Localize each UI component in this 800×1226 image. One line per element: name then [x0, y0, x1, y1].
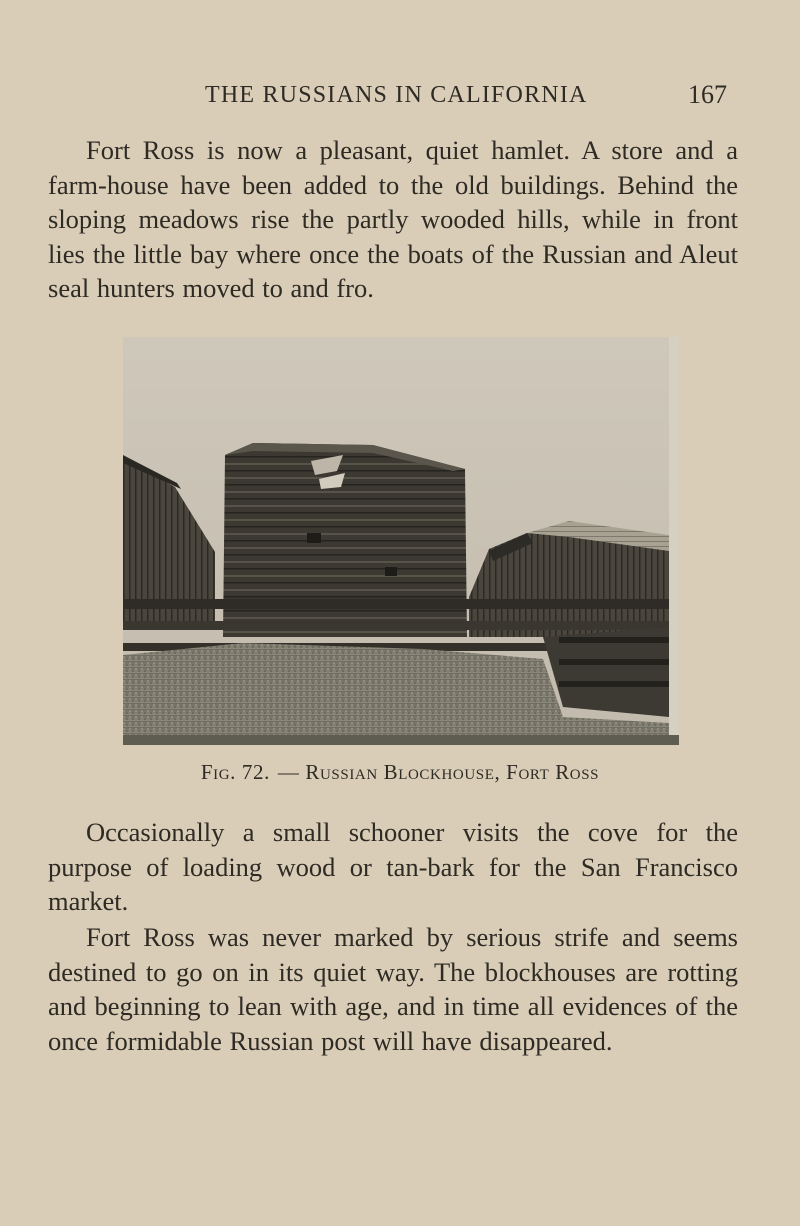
running-head-title: THE RUSSIANS IN CALIFORNIA — [205, 82, 588, 108]
paragraph-fort-ross-hamlet: Fort Ross is now a pleasant, quiet hamlet. A store and a farm-house have been added to the old buildings. Behind the sloping meadows rise the partly wooded hills, while in front lies the little bay where once the boats of the Russian and Aleut seal hunters moved to and fro. — [48, 135, 738, 304]
blockhouse-photograph — [123, 337, 679, 745]
figure-title: Russian Blockhouse, Fort Ross — [305, 760, 600, 784]
figure-label: Fig. 72. — [200, 760, 270, 784]
photo-right-edge — [669, 337, 679, 745]
fence-rail — [123, 621, 669, 630]
paragraph-schooner: Occasionally a small schooner visits the cove for the purpose of loading wood or tan-bark for the San Francisco market. — [48, 817, 738, 917]
page-number: 167 — [688, 80, 727, 109]
blockhouse-photo-svg — [123, 337, 679, 745]
running-head — [0, 78, 800, 112]
paragraph-blockhouses-rotting: Fort Ross was never marked by serious strife and seems destined to go on in its quiet way. The blockhouses are rotting and beginning to lean with age, and in time all evidences of the once formidable Russian post will have disappeared. — [48, 922, 738, 1056]
fence-rail — [123, 599, 669, 609]
loophole — [385, 567, 397, 576]
caption-dash: — — [277, 760, 300, 784]
figure-caption — [0, 757, 800, 787]
loophole — [307, 533, 321, 543]
